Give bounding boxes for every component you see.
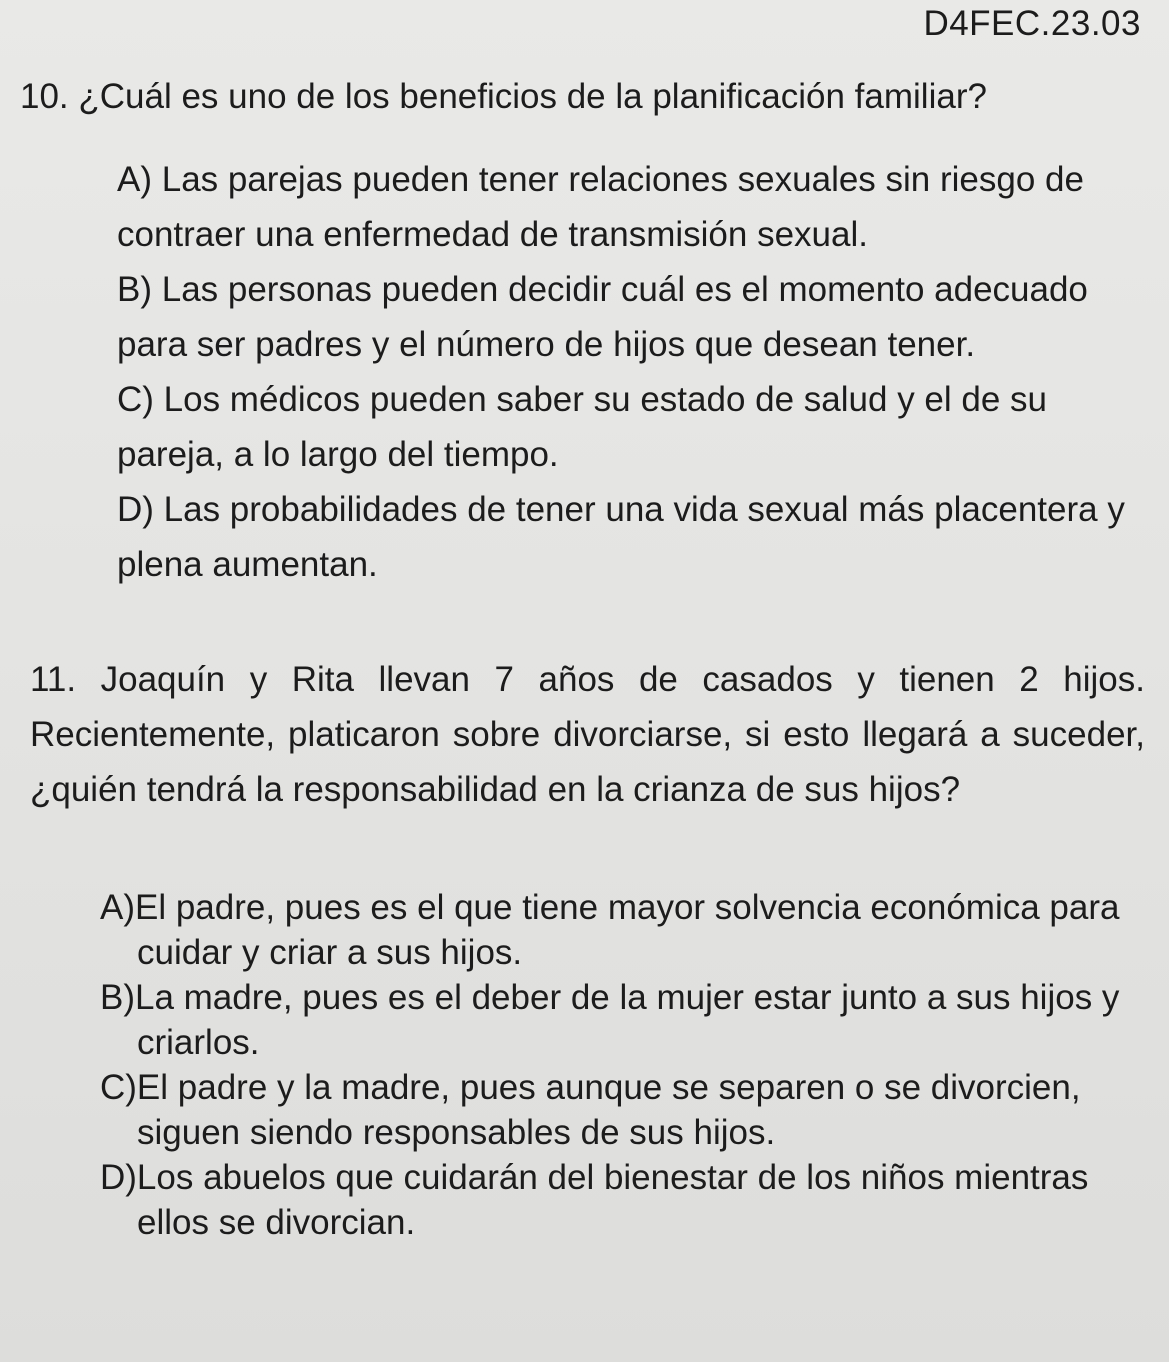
question-10-option-b: B) Las personas pueden decidir cuál es el momento adecuado para ser padres y el número de hijos que desean tener.: [117, 270, 1088, 364]
question-11-option-c: C)El padre y la madre, pues aunque se separen o se divorcien, siguen siendo responsables de sus hijos.: [100, 1068, 1081, 1152]
question-10-option-d: D) Las probabilidades de tener una vida sexual más placentera y plena aumentan.: [117, 490, 1125, 584]
question-11-option-a: A)El padre, pues es el que tiene mayor solvencia económica para cuidar y criar a sus hijos.: [100, 888, 1120, 972]
question-11-options: [100, 885, 1120, 1245]
document-code: D4FEC.23.03: [923, 4, 1141, 43]
question-10-options: [117, 152, 1142, 592]
question-11-option-d: D)Los abuelos que cuidarán del bienestar de los niños mientras ellos se divorcian.: [100, 1158, 1089, 1242]
question-11-option-b: B)La madre, pues es el deber de la mujer estar junto a sus hijos y criarlos.: [100, 978, 1120, 1062]
question-10-option-c: C) Los médicos pueden saber su estado de salud y el de su pareja, a lo largo del tiempo.: [117, 380, 1048, 474]
question-10-option-a: A) Las parejas pueden tener relaciones sexuales sin riesgo de contraer una enfermedad de transmisión sexual.: [117, 160, 1084, 254]
question-11-text: 11. Joaquín y Rita llevan 7 años de casados y tienen 2 hijos. Recientemente, platicaron sobre divorciarse, si esto llegará a suceder, ¿quién tendrá la responsabilidad en la crianza de sus hijos?: [30, 660, 1145, 809]
question-10-text: 10. ¿Cuál es uno de los beneficios de la planificación familiar?: [20, 77, 987, 116]
